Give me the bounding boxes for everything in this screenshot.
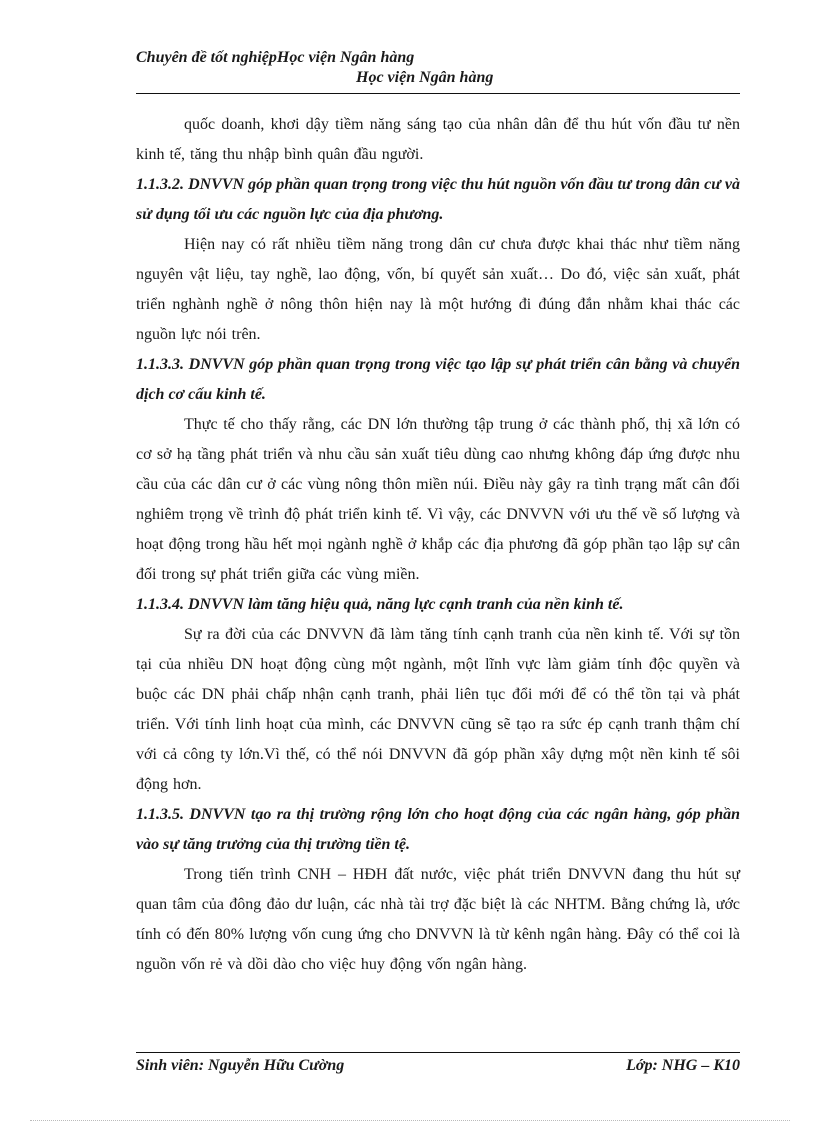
paragraph-1-1-3-3: Thực tế cho thấy rằng, các DN lớn thường tập trung ở các thành phố, thị xã lớn có cơ sở hạ tầng phát triển và nhu cầu sản xuất tiêu dùng cao nhưng không đáp ứng được nhu cầu của các dân cư ở các vùng nông thôn miền núi. Điều này gây ra tình trạng mất cân đối nghiêm trọng về trình độ phát triển kinh tế. Vì vậy, các DNVVN với ưu thế về số lượng và hoạt động trong hầu hết mọi ngành nghề ở khắp các địa phương đã góp phần tạo lập sự cân đối trong sự phát triển giữa các vùng miền.	[136, 416, 740, 583]
header-title: Chuyên đề tốt nghiệpHọc viện Ngân hàng	[136, 49, 415, 66]
page-footer	[136, 1055, 740, 1077]
section-heading-1-1-3-4: 1.1.3.4. DNVVN làm tăng hiệu quả, năng lực cạnh tranh của nền kinh tế.	[136, 596, 624, 613]
paragraph-intro: quốc doanh, khơi dậy tiềm năng sáng tạo của nhân dân để thu hút vốn đầu tư nền kinh tế, tăng thu nhập bình quân đầu người.	[136, 116, 740, 163]
section-heading-1-1-3-2: 1.1.3.2. DNVVN góp phần quan trọng trong việc thu hút nguồn vốn đầu tư trong dân cư và sử dụng tối ưu các nguồn lực của địa phương.	[136, 176, 740, 223]
footer-student: Sinh viên: Nguyễn Hữu Cường	[136, 1057, 345, 1074]
paragraph-1-1-3-5: Trong tiến trình CNH – HĐH đất nước, việc phát triển DNVVN đang thu hút sự quan tâm của đông đảo dư luận, các nhà tài trợ đặc biệt là các NHTM. Bằng chứng là, ước tính có đến 80% lượng vốn cung ứng cho DNVVN là từ kênh ngân hàng. Đây có thể coi là nguồn vốn rẻ và dồi dào cho việc huy động vốn ngân hàng.	[136, 866, 740, 973]
paragraph-1-1-3-4: Sự ra đời của các DNVVN đã làm tăng tính cạnh tranh của nền kinh tế. Với sự tồn tại của nhiều DN hoạt động cùng một ngành, một lĩnh vực làm giảm tính độc quyền và buộc các DN phải chấp nhận cạnh tranh, phải liên tục đổi mới để có thể tồn tại và phát triển. Với tính linh hoạt của mình, các DNVVN cũng sẽ tạo ra sức ép cạnh tranh thậm chí với cả công ty lớn.Vì thế, có thể nói DNVVN đã góp phần xây dựng một nền kinh tế sôi động hơn.	[136, 626, 740, 793]
footer-class: Lớp: NHG – K10	[626, 1057, 740, 1074]
paragraph-1-1-3-2: Hiện nay có rất nhiều tiềm năng trong dân cư chưa được khai thác như tiềm năng nguyên vật liệu, tay nghề, lao động, vốn, bí quyết sản xuất… Do đó, việc sản xuất, phát triển nghành nghề ở nông thôn hiện nay là một hướng đi đúng đắn nhằm khai thác các nguồn lực nói trên.	[136, 236, 740, 343]
section-heading-1-1-3-5: 1.1.3.5. DNVVN tạo ra thị trường rộng lớn cho hoạt động của các ngân hàng, góp phần vào sự tăng trưởng của thị trường tiền tệ.	[136, 806, 740, 853]
footer-divider	[136, 1052, 740, 1053]
page-header	[136, 48, 740, 88]
header-subtitle: Học viện Ngân hàng	[356, 69, 494, 86]
header-divider	[136, 93, 740, 94]
document-body	[136, 110, 740, 980]
section-heading-1-1-3-3: 1.1.3.3. DNVVN góp phần quan trọng trong việc tạo lập sự phát triển cân bằng và chuyển dịch cơ cấu kinh tế.	[136, 356, 740, 403]
page-bottom-edge	[30, 1120, 790, 1121]
